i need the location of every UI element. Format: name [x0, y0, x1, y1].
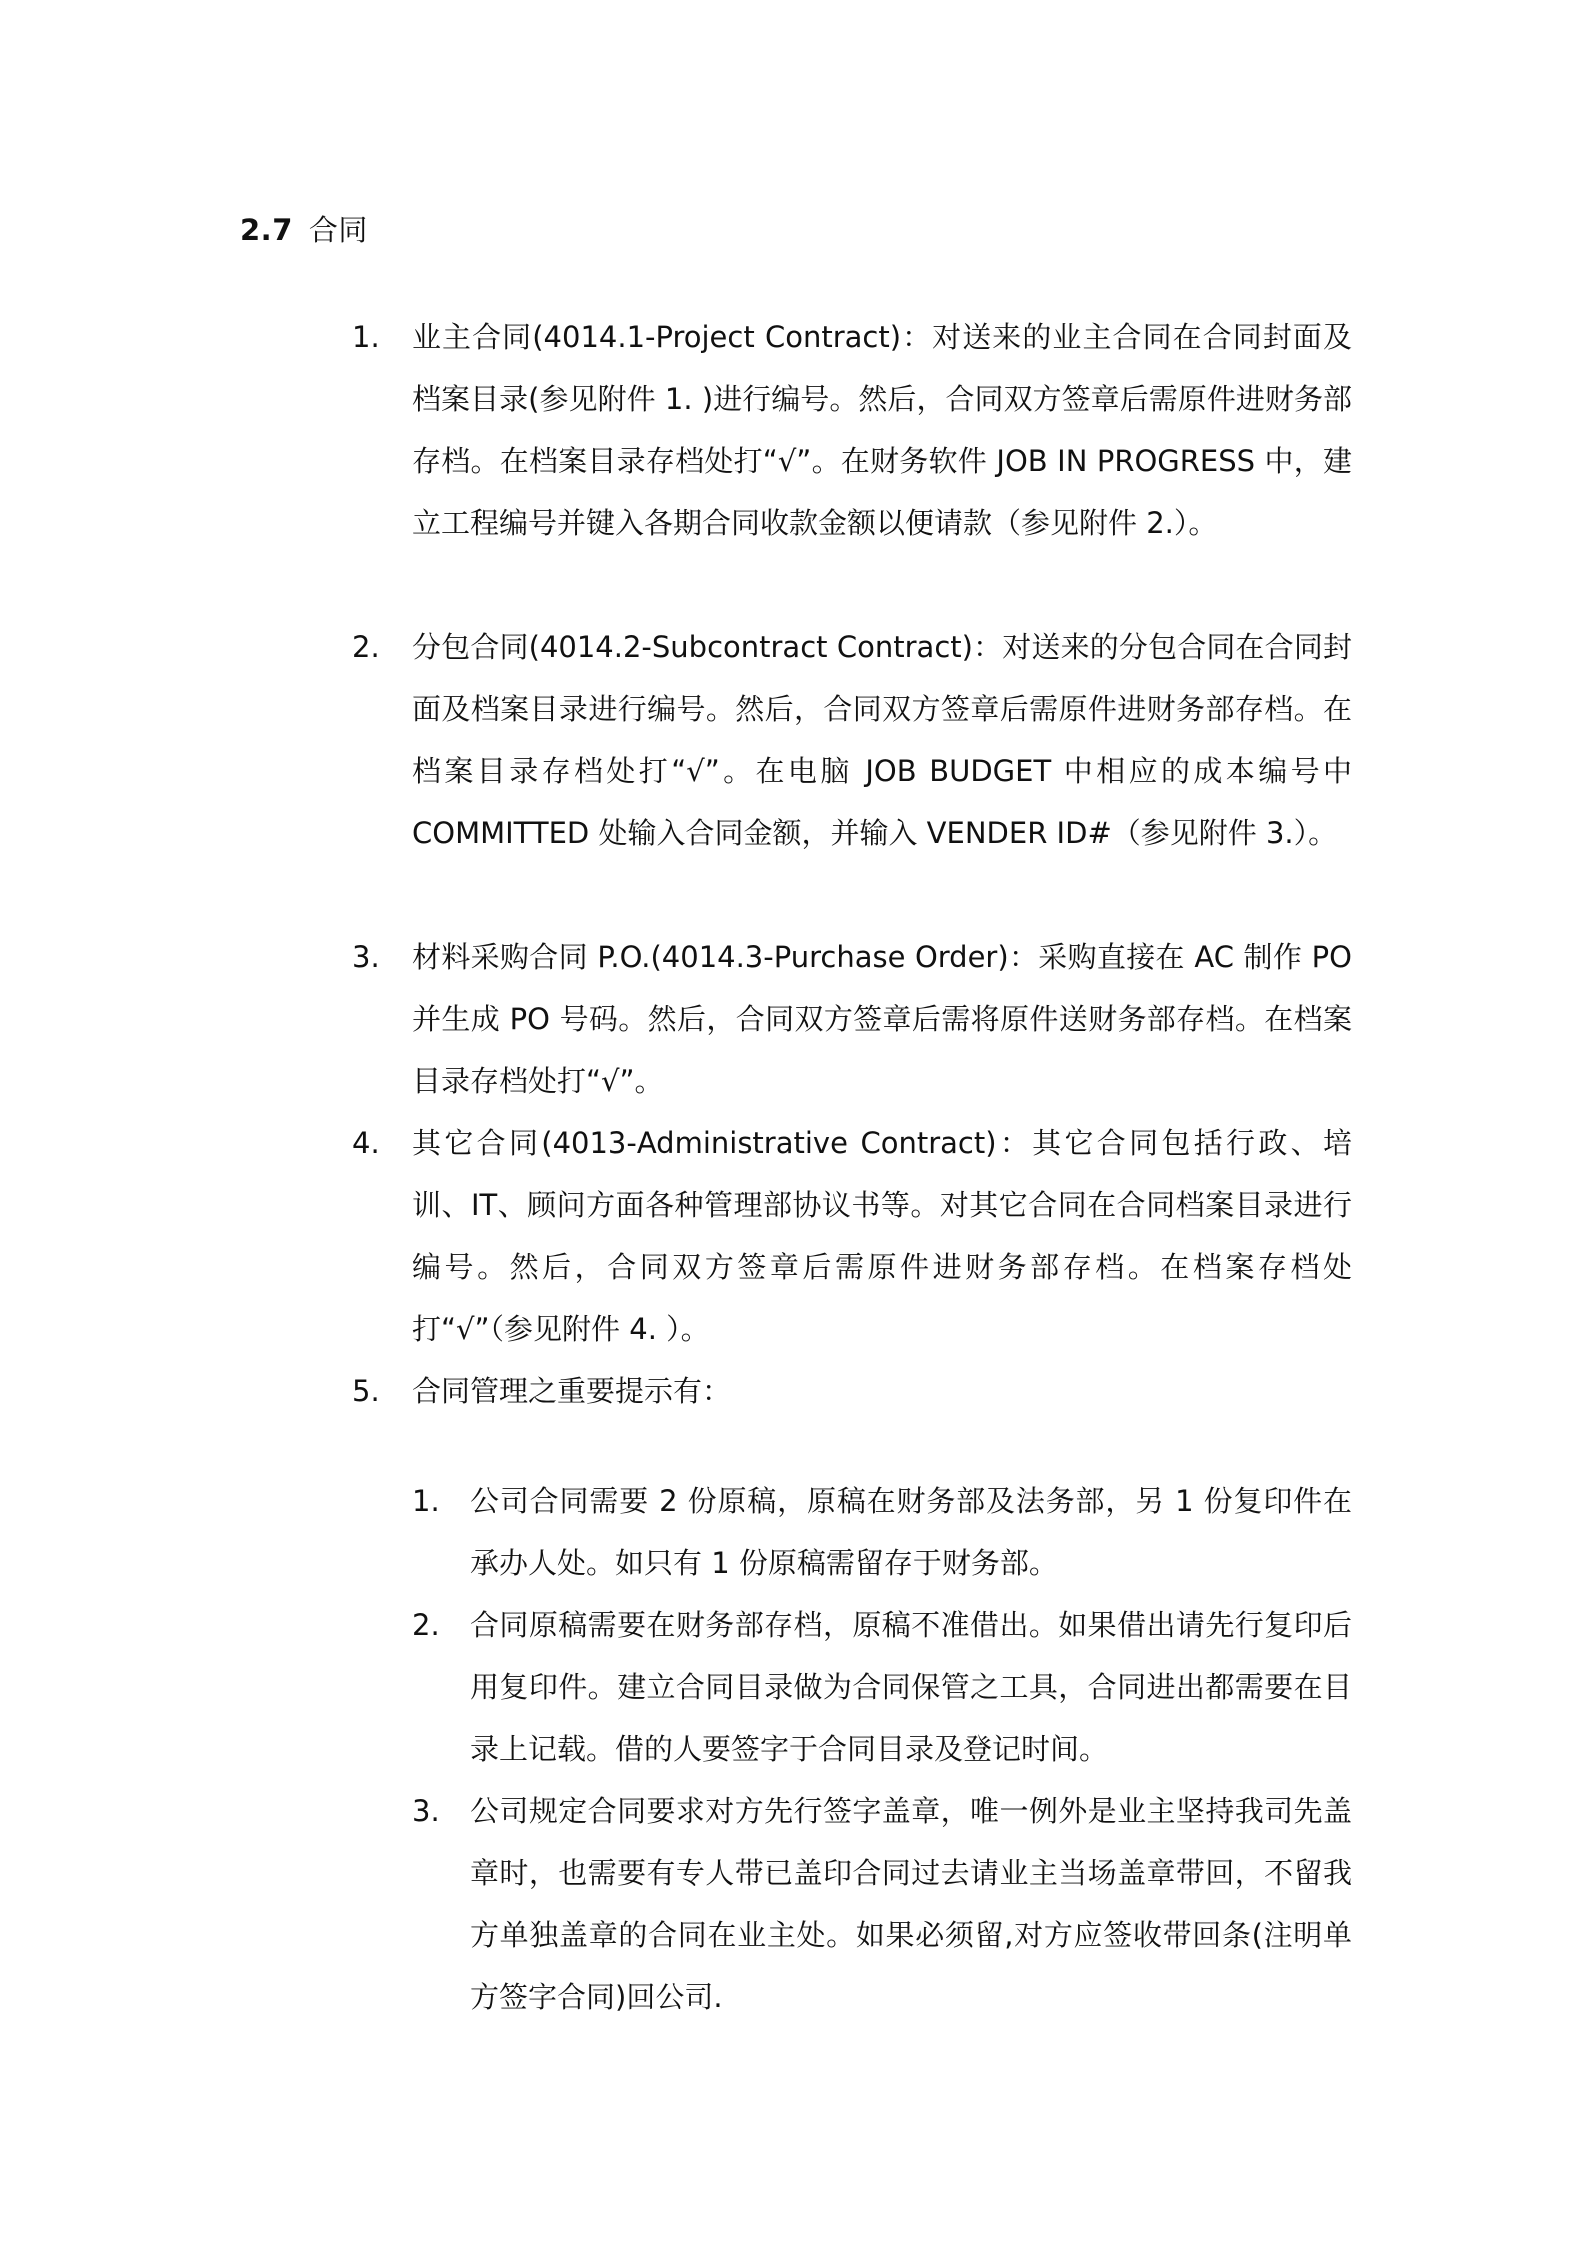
- sub-list-item-number: 2.: [412, 1608, 440, 1642]
- sub-list-item-text: 公司合同需要 2 份原稿，原稿在财务部及法务部，另 1 份复印件在承办人处。如只有 1 份原稿需留存于财务部。: [470, 1484, 1352, 1580]
- list-item-text: 分包合同(4014.2-Subcontract Contract)：对送来的分包合同在合同封面及档案目录进行编号。然后，合同双方签章后需原件进财务部存档。在档案目录存档处打“√”。在电脑 JOB BUDGET 中相应的成本编号中 COMMITTED 处输入合同金额，并输入 VENDER ID#（参见附件 3.）。: [412, 630, 1352, 850]
- list-item-text: 业主合同(4014.1-Project Contract)：对送来的业主合同在合同封面及档案目录(参见附件 1. )进行编号。然后，合同双方签章后需原件进财务部存档。在档案目录存档处打“√”。在财务软件 JOB IN PROGRESS 中，建立工程编号并键入各期合同收款金额以便请款（参见附件 2.）。: [412, 320, 1352, 540]
- list-item-number: 4.: [352, 1126, 380, 1160]
- sub-list-item-number: 1.: [412, 1484, 440, 1518]
- section-title: 合同: [308, 213, 368, 247]
- list-item-text: 合同管理之重要提示有：: [412, 1374, 732, 1408]
- sub-list-item-text: 合同原稿需要在财务部存档，原稿不准借出。如果借出请先行复印后用复印件。建立合同目录做为合同保管之工具，合同进出都需要在目录上记载。借的人要签字于合同目录及登记时间。: [470, 1608, 1352, 1766]
- sub-list-item-text: 公司规定合同要求对方先行签字盖章，唯一例外是业主坚持我司先盖章时，也需要有专人带已盖印合同过去请业主当场盖章带回，不留我方单独盖章的合同在业主处。如果必须留,对方应签收带回条(注明单方签字合同)回公司.: [470, 1794, 1352, 2014]
- list-item-number: 3.: [352, 940, 380, 974]
- list-item-number: 5.: [352, 1374, 380, 1408]
- section-heading: [240, 208, 368, 252]
- sub-list-item-number: 3.: [412, 1794, 440, 1828]
- section-number: 2.7: [240, 213, 293, 247]
- list-item-text: 其它合同(4013-Administrative Contract)：其它合同包括行政、培训、IT、顾问方面各种管理部协议书等。对其它合同在合同档案目录进行编号。然后，合同双方签章后需原件进财务部存档。在档案存档处打“√”（参见附件 4. ）。: [412, 1126, 1352, 1346]
- list-item-number: 2.: [352, 630, 380, 664]
- list-item-text: 材料采购合同 P.O.(4014.3-Purchase Order)：采购直接在 AC 制作 PO 并生成 PO 号码。然后，合同双方签章后需将原件送财务部存档。在档案目录存档处打“√”。: [412, 940, 1352, 1098]
- list-item-number: 1.: [352, 320, 380, 354]
